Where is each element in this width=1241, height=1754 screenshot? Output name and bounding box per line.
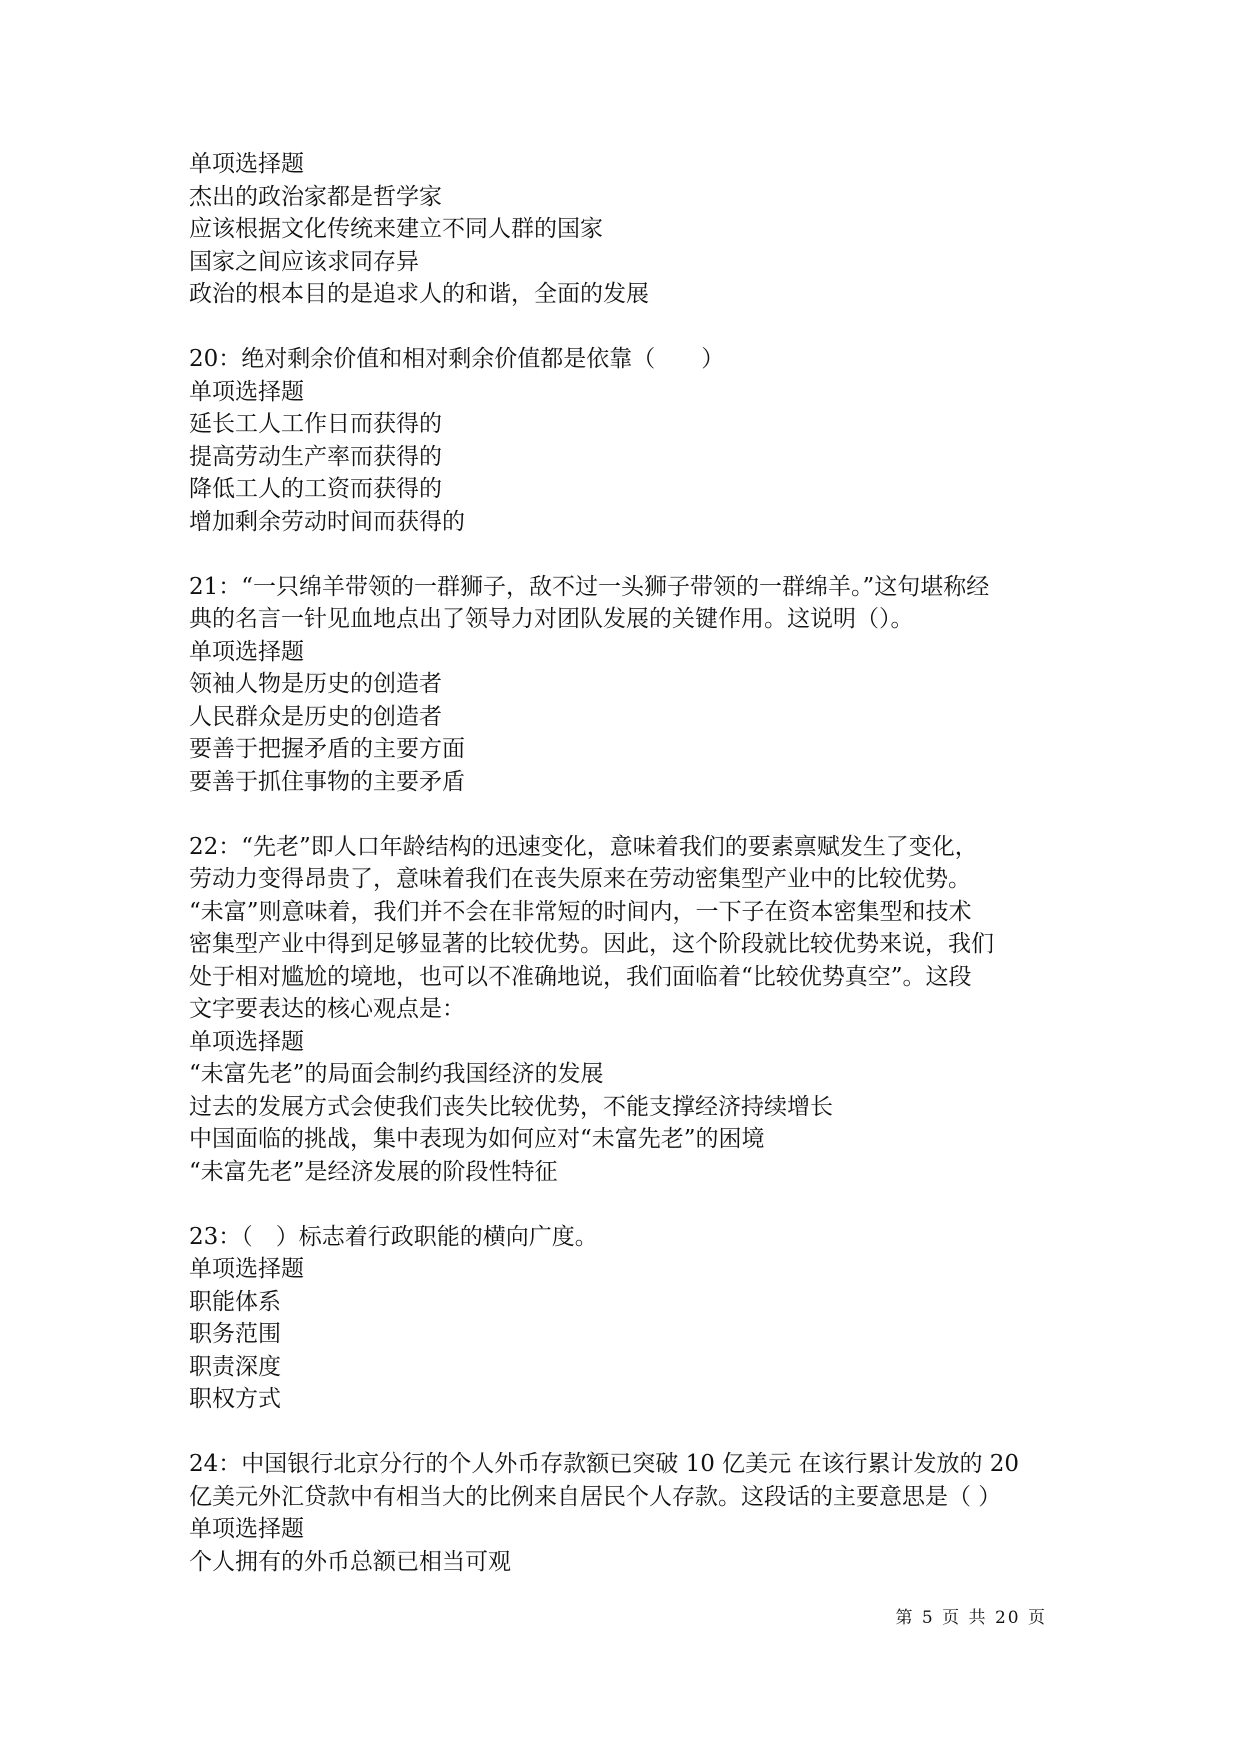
- spacer: [189, 1416, 1059, 1449]
- option: 国家之间应该求同存异: [189, 248, 419, 275]
- question-type: 单项选择题: [189, 1256, 304, 1282]
- question-21: [189, 571, 1059, 799]
- spacer: [189, 311, 1059, 344]
- option: 职务范围: [189, 1321, 281, 1347]
- option: 杰出的政治家都是哲学家: [189, 183, 442, 210]
- question-stem-line: “未富”则意味着，我们并不会在非常短的时间内，一下子在资本密集型和技术: [189, 898, 972, 925]
- question-stem-line: 处于相对尴尬的境地，也可以不准确地说，我们面临着“比较优势真空”。这段: [189, 963, 972, 990]
- question-stem-line: 亿美元外汇贷款中有相当大的比例来自居民个人存款。这段话的主要意思是（ ）: [189, 1483, 1002, 1510]
- question-stem-line: 劳动力变得昂贵了，意味着我们在丧失原来在劳动密集型产业中的比较优势。: [189, 866, 971, 892]
- question-type: 单项选择题: [189, 1028, 304, 1055]
- option: 过去的发展方式会使我们丧失比较优势，不能支撑经济持续增长: [189, 1093, 833, 1120]
- question-20: [189, 343, 1059, 538]
- question-stem: 20：绝对剩余价值和相对剩余价值都是依靠（ ）: [189, 346, 725, 372]
- option: 中国面临的挑战，集中表现为如何应对“未富先老”的困境: [189, 1126, 765, 1152]
- spacer: [189, 1188, 1059, 1221]
- page-content: [189, 148, 1059, 1578]
- question-stem-line: 21：“一只绵羊带领的一群狮子，敌不过一头狮子带领的一群绵羊。”这句堪称经: [189, 573, 990, 600]
- option: 职权方式: [189, 1386, 281, 1412]
- spacer: [189, 538, 1059, 571]
- option: 增加剩余劳动时间而获得的: [189, 508, 465, 535]
- option: 降低工人的工资而获得的: [189, 476, 442, 502]
- option: 人民群众是历史的创造者: [189, 703, 442, 730]
- option: “未富先老”是经济发展的阶段性特征: [189, 1158, 558, 1185]
- spacer: [189, 798, 1059, 831]
- question-type: 单项选择题: [189, 638, 304, 665]
- question-type: 单项选择题: [189, 1516, 304, 1542]
- question-stem-line: 密集型产业中得到足够显著的比较优势。因此，这个阶段就比较优势来说，我们: [189, 931, 994, 957]
- question-stem: 23：（ ）标志着行政职能的横向广度。: [189, 1223, 598, 1250]
- question-stem-line: 24：中国银行北京分行的个人外币存款额已突破 10 亿美元 在该行累计发放的 20: [189, 1451, 1020, 1477]
- question-type: 单项选择题: [189, 151, 304, 177]
- question-stem-line: 典的名言一针见血地点出了领导力对团队发展的关键作用。这说明（）。: [189, 606, 914, 632]
- question-stem-line: 文字要表达的核心观点是：: [189, 996, 465, 1022]
- option: 提高劳动生产率而获得的: [189, 443, 442, 470]
- question-24: [189, 1448, 1059, 1578]
- option: 职能体系: [189, 1288, 281, 1315]
- question-19-tail: [189, 148, 1059, 311]
- question-type: 单项选择题: [189, 378, 304, 405]
- option: 职责深度: [189, 1353, 281, 1380]
- question-23: [189, 1221, 1059, 1416]
- option: 个人拥有的外币总额已相当可观: [189, 1548, 511, 1575]
- option: 要善于抓住事物的主要矛盾: [189, 768, 465, 795]
- option: 应该根据文化传统来建立不同人群的国家: [189, 216, 603, 242]
- option: “未富先老”的局面会制约我国经济的发展: [189, 1061, 604, 1087]
- question-stem-line: 22：“先老”即人口年龄结构的迅速变化，意味着我们的要素禀赋发生了变化，: [189, 833, 978, 860]
- option: 要善于把握矛盾的主要方面: [189, 736, 465, 762]
- option: 政治的根本目的是追求人的和谐，全面的发展: [189, 281, 649, 307]
- question-22: [189, 831, 1059, 1189]
- page-number-footer: 第 5 页 共 20 页: [895, 1608, 1047, 1628]
- option: 领袖人物是历史的创造者: [189, 671, 442, 697]
- option: 延长工人工作日而获得的: [189, 411, 442, 437]
